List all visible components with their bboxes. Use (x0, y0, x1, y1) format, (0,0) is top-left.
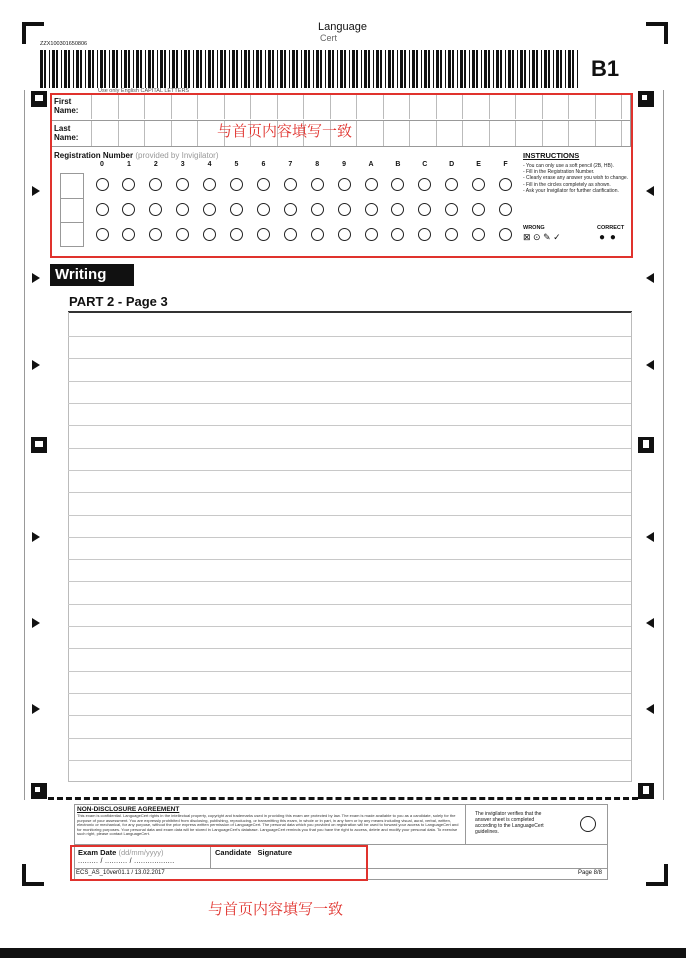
barcode-bar (296, 50, 298, 88)
barcode-bar (388, 50, 391, 88)
barcode-bar (40, 50, 43, 88)
barcode-bar (457, 50, 458, 88)
registration-column-header: B (395, 161, 401, 168)
barcode-bar (436, 50, 439, 88)
barcode-bar (508, 50, 511, 88)
barcode-bar (212, 50, 214, 88)
barcode (40, 50, 582, 88)
writing-line (68, 738, 631, 739)
barcode-bar (241, 50, 242, 88)
barcode-bar (412, 50, 415, 88)
barcode-bar (184, 50, 187, 88)
barcode-bar (332, 50, 334, 88)
barcode-bar (320, 50, 322, 88)
registration-column-header: 7 (288, 161, 293, 168)
barcode-bar (268, 50, 271, 88)
writing-line (68, 626, 631, 627)
barcode-bar (488, 50, 490, 88)
barcode-bar (421, 50, 422, 88)
barcode-bar (349, 50, 350, 88)
barcode-bar (109, 50, 110, 88)
registration-hint: (provided by Invigilator) (135, 151, 219, 160)
dashed-separator (48, 797, 638, 800)
footer-annotation: 与首页内容填写一致 (208, 901, 344, 918)
nda-text: This exam is confidential. LanguageCert rights in the intellectual property, copyright and trademarks used in providing this exam are protected by law. The exam is made available to you as a candidate, solely for the purpose of your assessment. You are expressly prohibited from disclosing, publishing, reproducing, or transmitting this exam, in whole or in part, in any form or by any means including visual, aural, verbal, written, electronic or mechanical, for any purpose, without the prior express written permission of LanguageCert. The personal data which you provided on registration will be used to forward your access to LanguageCert and for monitoring purposes. Your personal data and exam data will be stored in LanguageCert's database. LanguageCert reminds you that you have the right to access, delete and modify your personal data. To exercise such right, please contact LanguageCert. (77, 814, 459, 837)
instructions-title: INSTRUCTIONS (523, 151, 580, 160)
barcode-bar (352, 50, 355, 88)
barcode-bar (205, 50, 206, 88)
barcode-bar (428, 50, 430, 88)
barcode-bar (400, 50, 403, 88)
barcode-bar (541, 50, 542, 88)
writing-line (68, 648, 631, 649)
barcode-bar (64, 50, 67, 88)
registration-column-header: 8 (315, 161, 320, 168)
footer-divider (465, 804, 466, 844)
side-arrow-right (646, 186, 654, 196)
barcode-bar (553, 50, 554, 88)
barcode-bar (301, 50, 302, 88)
barcode-bar (76, 50, 79, 88)
instruction-item: - Fill in the circles completely as shown. (523, 181, 611, 188)
writing-line (68, 581, 631, 582)
registration-column-header: 2 (153, 161, 158, 168)
barcode-bar (124, 50, 127, 88)
crop-mark-top-right (646, 22, 668, 44)
instruction-item: - Ask your Invigilator for further clarification. (523, 187, 619, 194)
barcode-bar (152, 50, 154, 88)
side-arrow-right (646, 618, 654, 628)
barcode-bar (49, 50, 50, 88)
barcode-bar (112, 50, 115, 88)
side-arrow-right (646, 360, 654, 370)
barcode-bar (280, 50, 283, 88)
writing-line (68, 358, 631, 359)
registration-label-text: Registration Number (54, 151, 134, 160)
registration-square-bottom-left (31, 783, 47, 799)
barcode-bar (208, 50, 211, 88)
barcode-bar (116, 50, 118, 88)
barcode-bar (397, 50, 398, 88)
barcode-bar (520, 50, 523, 88)
invigilator-text: The invigilator verifies that the answer sheet is completed according to the LanguageCert guidelines. (475, 811, 544, 835)
barcode-bar (253, 50, 254, 88)
writing-line (68, 336, 631, 337)
barcode-bar (308, 50, 310, 88)
barcode-bar (460, 50, 463, 88)
writing-line (68, 448, 631, 449)
barcode-bar (464, 50, 466, 88)
barcode-bar (277, 50, 278, 88)
bottom-band (0, 948, 686, 958)
annotation-frame-top (50, 93, 633, 258)
barcode-bar (133, 50, 134, 88)
barcode-bar (92, 50, 94, 88)
barcode-bar (224, 50, 226, 88)
side-arrow-right (646, 704, 654, 714)
barcode-bar (200, 50, 202, 88)
last-name-label: Last Name: (54, 124, 79, 142)
invigilator-check-bubble[interactable] (580, 816, 596, 832)
barcode-bar (409, 50, 410, 88)
writing-line (68, 604, 631, 605)
annotation-frame-bottom (70, 845, 368, 881)
barcode-bar (572, 50, 574, 88)
barcode-bar (260, 50, 262, 88)
barcode-bar (88, 50, 91, 88)
left-guide-line (24, 90, 25, 800)
writing-line (68, 403, 631, 404)
exam-date-field[interactable]: ......... / .......... / .................. (78, 858, 175, 865)
barcode-bar (452, 50, 454, 88)
registration-column-header: C (422, 161, 428, 168)
barcode-bar (517, 50, 518, 88)
form-code: ECS_AS_10ver01.1 / 13.02.2017 (76, 870, 165, 876)
writing-line (68, 425, 631, 426)
barcode-bar (289, 50, 290, 88)
correct-label: CORRECT (597, 225, 625, 231)
brand-subname: Cert (320, 33, 338, 43)
nda-title: NON-DISCLOSURE AGREEMENT (77, 806, 180, 813)
barcode-bar (368, 50, 370, 88)
writing-line (68, 671, 631, 672)
barcode-bar (284, 50, 286, 88)
barcode-bar (481, 50, 482, 88)
right-guide-line (663, 90, 664, 800)
barcode-bar (404, 50, 406, 88)
instruction-item: - Clearly erase any answer you wish to change. (523, 175, 629, 182)
barcode-bar (392, 50, 394, 88)
writing-line (68, 381, 631, 382)
writing-line (68, 470, 631, 471)
exam-date-label-text: Exam Date (78, 848, 117, 857)
registration-column-header: 5 (234, 161, 239, 168)
barcode-bar (376, 50, 379, 88)
registration-column-header: D (449, 161, 455, 168)
barcode-bar (61, 50, 62, 88)
barcode-bar (548, 50, 550, 88)
registration-column-header: 6 (261, 161, 266, 168)
barcode-bar (85, 50, 86, 88)
barcode-bar (236, 50, 238, 88)
barcode-bar (304, 50, 307, 88)
barcode-bar (340, 50, 343, 88)
registration-column-header: E (476, 161, 481, 168)
barcode-bar (556, 50, 559, 88)
barcode-bar (496, 50, 499, 88)
registration-column-header: 3 (180, 161, 185, 168)
wrong-label: WRONG (523, 225, 545, 231)
brand-name: Language (318, 21, 367, 33)
registration-column-header: A (368, 161, 374, 168)
barcode-bar (80, 50, 82, 88)
crop-mark-bottom-left (22, 864, 44, 886)
barcode-bar (272, 50, 274, 88)
side-arrow-left (32, 186, 40, 196)
barcode-bar (104, 50, 106, 88)
barcode-bar (128, 50, 130, 88)
barcode-bar (356, 50, 358, 88)
sheet-code: ZZX100301650806 (40, 41, 88, 47)
candidate-signature-label: Candidate Signature (215, 848, 293, 857)
barcode-bar (373, 50, 374, 88)
barcode-bar (220, 50, 223, 88)
side-arrow-left (32, 532, 40, 542)
barcode-bar (448, 50, 451, 88)
barcode-bar (361, 50, 362, 88)
barcode-bar (244, 50, 247, 88)
registration-square-mid-right (638, 437, 654, 453)
barcode-bar (136, 50, 139, 88)
registration-column-header: 1 (126, 161, 131, 168)
wrong-marks: ⊠ ⊙ ✎ ✓ (523, 232, 561, 242)
barcode-bar (544, 50, 547, 88)
barcode-bar (532, 50, 535, 88)
capital-letters-note: Use only English CAPITAL LETTERS (98, 88, 190, 94)
barcode-bar (536, 50, 538, 88)
instruction-item: - Fill in the Registration Number. (523, 169, 595, 176)
barcode-bar (500, 50, 502, 88)
barcode-bar (577, 50, 578, 88)
side-arrow-left (32, 273, 40, 283)
barcode-bar (505, 50, 506, 88)
barcode-bar (229, 50, 230, 88)
barcode-bar (493, 50, 494, 88)
writing-section-label: Writing (55, 266, 107, 283)
barcode-bar (424, 50, 427, 88)
writing-line (68, 760, 631, 761)
barcode-bar (232, 50, 235, 88)
barcode-bar (176, 50, 178, 88)
barcode-bar (140, 50, 142, 88)
barcode-bar (248, 50, 250, 88)
crop-mark-bottom-right (646, 864, 668, 886)
barcode-bar (524, 50, 526, 88)
side-arrow-right (646, 532, 654, 542)
registration-column-header: F (503, 161, 508, 168)
writing-line (68, 715, 631, 716)
barcode-bar (316, 50, 319, 88)
barcode-bar (313, 50, 314, 88)
registration-square-top-left (31, 91, 47, 107)
barcode-bar (337, 50, 338, 88)
barcode-bar (73, 50, 74, 88)
registration-square-mid-left (31, 437, 47, 453)
barcode-bar (385, 50, 386, 88)
barcode-bar (472, 50, 475, 88)
barcode-bar (265, 50, 266, 88)
barcode-bar (364, 50, 367, 88)
barcode-bar (68, 50, 70, 88)
barcode-bar (188, 50, 190, 88)
writing-area[interactable] (68, 312, 632, 782)
part-title: PART 2 - Page 3 (69, 294, 168, 309)
barcode-bar (560, 50, 562, 88)
correct-marks: ● ● (599, 232, 617, 243)
writing-line (68, 537, 631, 538)
barcode-bar (145, 50, 146, 88)
barcode-bar (121, 50, 122, 88)
barcode-bar (172, 50, 175, 88)
barcode-bar (181, 50, 182, 88)
barcode-bar (565, 50, 566, 88)
side-arrow-left (32, 360, 40, 370)
writing-line (68, 559, 631, 560)
writing-line (68, 693, 631, 694)
barcode-bar (169, 50, 170, 88)
barcode-bar (44, 50, 46, 88)
barcode-bar (325, 50, 326, 88)
barcode-bar (476, 50, 478, 88)
barcode-bar (344, 50, 346, 88)
barcode-bar (380, 50, 382, 88)
barcode-bar (440, 50, 442, 88)
writing-line (68, 492, 631, 493)
barcode-bar (416, 50, 418, 88)
barcode-bar (484, 50, 487, 88)
level-badge: B1 (591, 56, 620, 81)
writing-line (68, 515, 631, 516)
registration-column-header: 9 (342, 161, 347, 168)
registration-column-header: 0 (100, 161, 104, 168)
barcode-bar (469, 50, 470, 88)
side-arrow-left (32, 618, 40, 628)
barcode-bar (568, 50, 571, 88)
barcode-bar (100, 50, 103, 88)
barcode-bar (160, 50, 163, 88)
page-number: Page 8/8 (578, 870, 603, 876)
barcode-bar (217, 50, 218, 88)
barcode-bar (52, 50, 55, 88)
registration-column-header: 4 (207, 161, 212, 168)
barcode-bar (97, 50, 98, 88)
barcode-bar (292, 50, 295, 88)
barcode-bar (193, 50, 194, 88)
barcode-bar (196, 50, 199, 88)
barcode-bar (164, 50, 166, 88)
side-arrow-left (32, 704, 40, 714)
barcode-bar (157, 50, 158, 88)
registration-square-bottom-right (638, 783, 654, 799)
instruction-item: - You can only use a soft pencil (2B, HB). (523, 163, 614, 169)
name-annotation: 与首页内容填写一致 (217, 123, 353, 140)
first-name-label: First Name: (54, 97, 79, 115)
barcode-bar (512, 50, 514, 88)
barcode-bar (529, 50, 530, 88)
side-arrow-right (646, 273, 654, 283)
barcode-bar (256, 50, 259, 88)
barcode-bar (56, 50, 58, 88)
exam-date-hint: (dd/mm/yyyy) (118, 848, 164, 857)
barcode-bar (433, 50, 434, 88)
barcode-bar (148, 50, 151, 88)
barcode-bar (445, 50, 446, 88)
barcode-bar (328, 50, 331, 88)
